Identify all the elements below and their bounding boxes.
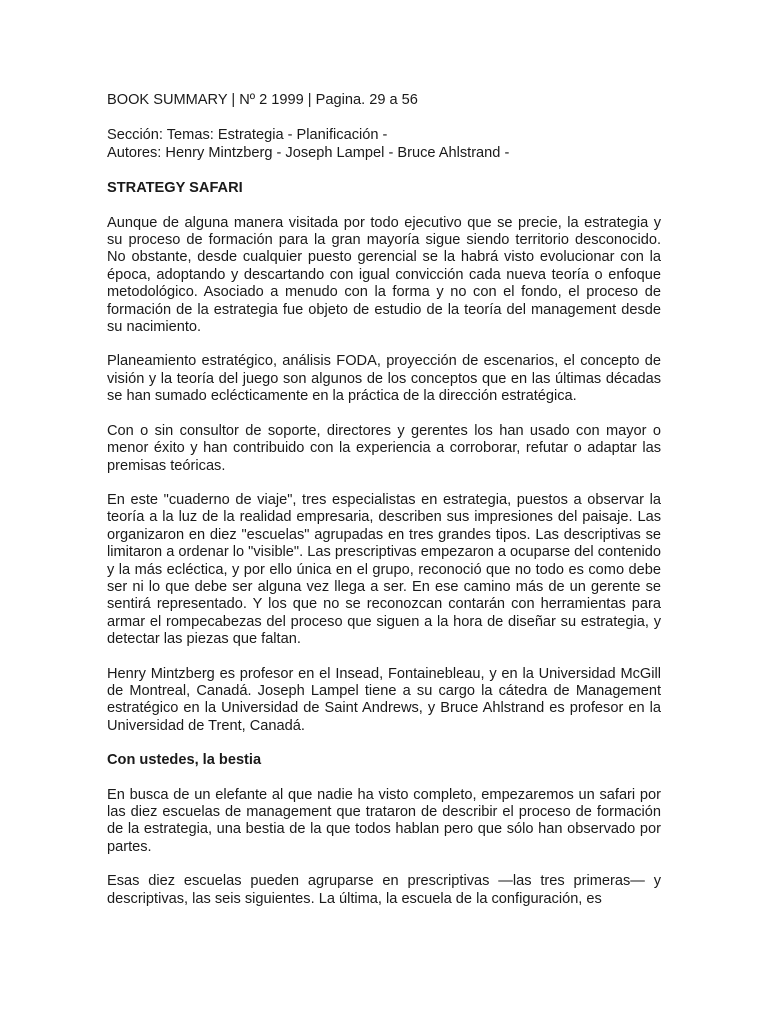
paragraph-3: Con o sin consultor de soporte, directores y gerentes los han usado con mayor o menor éxito y han contribuido con la experiencia a corroborar, refutar o adaptar las premisas teóricas. [107, 422, 661, 474]
document-page [107, 92, 661, 908]
paragraph-6: En busca de un elefante al que nadie ha visto completo, empezaremos un safari por las diez escuelas de management que trataron de describir el proceso de formación de la estrategia, una bestia de la que todos hablan pero que sólo han observado por partes. [107, 786, 661, 855]
paragraph-7: Esas diez escuelas pueden agruparse en prescriptivas —las tres primeras— y descriptivas, las seis siguientes. La última, la escuela de la configuración, es [107, 873, 661, 907]
paragraph-2: Planeamiento estratégico, análisis FODA, proyección de escenarios, el concepto de visión y la teoría del juego son algunos de los conceptos que en las últimas décadas se han sumado eclécticamente en la práctica de la dirección estratégica. [107, 353, 661, 405]
document-title: STRATEGY SAFARI [107, 180, 243, 197]
subheading: Con ustedes, la bestia [107, 752, 262, 769]
seccion-text: Sección: Temas: Estrategia - Planificación - [107, 127, 388, 144]
paragraph-1: Aunque de alguna manera visitada por todo ejecutivo que se precie, la estrategia y su proceso de formación para la gran mayoría sigue siendo territorio desconocido. No obstante, desde cualquier puesto gerencial se la habrá visto evolucionar con la época, adoptando y descartando con igual convicción cada nueva teoría o enfoque metodológico. Asociado a menudo con la forma y no con el fondo, el proceso de formación de la estrategia fue objeto de estudio de la teoría del management desde su nacimiento. [107, 214, 661, 336]
paragraph-4: En este "cuaderno de viaje", tres especialistas en estrategia, puestos a observar la teoría a la luz de la realidad empresaria, describen sus impresiones del paisaje. Las organizaron en diez "escuelas" agrupadas en tres grandes tipos. Las descriptivas se limitaron a ordenar lo "visible". Las prescriptivas empezaron a ocuparse del contenido y la más ecléctica, y por ello única en el grupo, reconoció que no todo es como debe ser ni lo que debe ser alguna vez llega a ser. En ese camino más de un gerente se sentirá representado. Y los que no se reconozcan contarán con herramientas para armar el rompecabezas del proceso que siguen a la hora de diseñar su estrategia, y detectar las piezas que faltan. [107, 491, 661, 648]
section-line [107, 127, 661, 162]
autores-text: Autores: Henry Mintzberg - Joseph Lampel - Bruce Ahlstrand - [107, 144, 510, 161]
document-header: BOOK SUMMARY | Nº 2 1999 | Pagina. 29 a 56 [107, 92, 418, 108]
paragraph-5: Henry Mintzberg es profesor en el Insead, Fontainebleau, y en la Universidad McGill de Montreal, Canadá. Joseph Lampel tiene a su cargo la cátedra de Management estratégico en la Universidad de Saint Andrews, y Bruce Ahlstrand es profesor en la Universidad de Trent, Canadá. [107, 665, 661, 734]
